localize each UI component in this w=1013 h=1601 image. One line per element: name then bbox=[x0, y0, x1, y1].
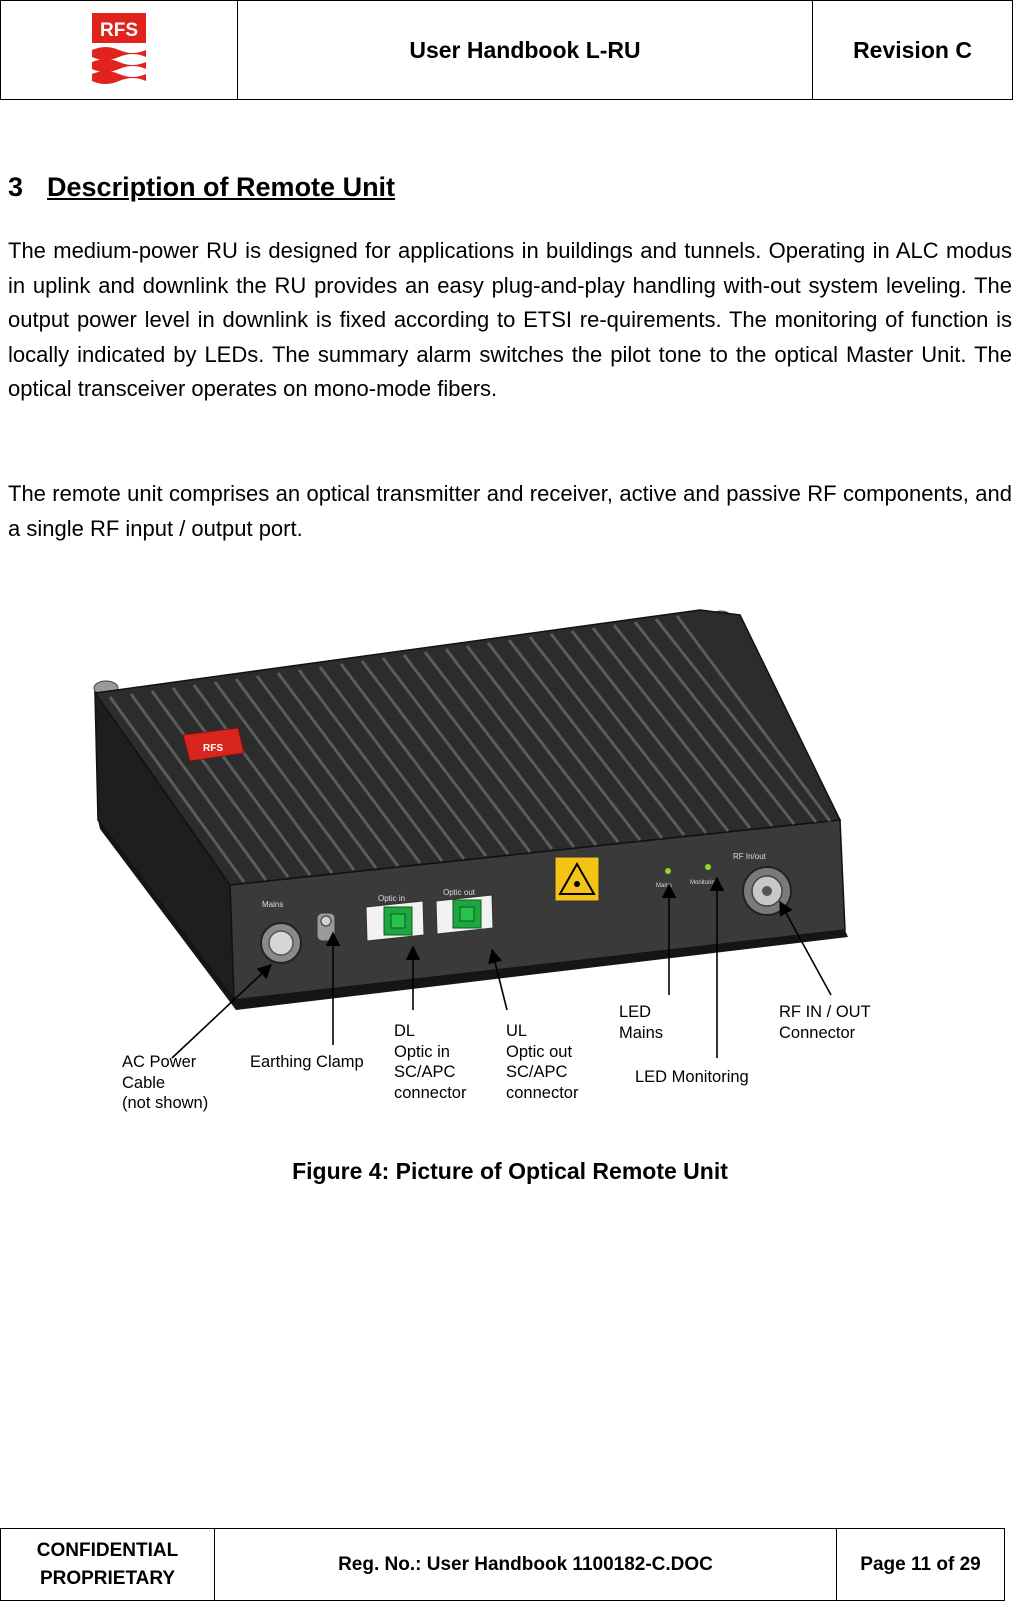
panel-label-optic-out: Optic out bbox=[443, 888, 476, 897]
logo-cell bbox=[1, 1, 238, 99]
registration-number: Reg. No.: User Handbook 1100182-C.DOC bbox=[215, 1529, 837, 1600]
label-led-monitoring: LED Monitoring bbox=[635, 1068, 749, 1086]
page-footer bbox=[0, 1528, 1005, 1601]
laser-warning-sign bbox=[555, 857, 599, 901]
confidential-line-2: PROPRIETARY bbox=[39, 1567, 176, 1589]
document-title: User Handbook L-RU bbox=[238, 1, 813, 99]
confidentiality-notice bbox=[1, 1529, 215, 1600]
optic-in-connector bbox=[366, 901, 424, 941]
panel-label-led-mains: Mains bbox=[656, 883, 673, 889]
label-led-mains: LED Mains bbox=[619, 1003, 664, 1042]
figure-caption: Figure 4: Picture of Optical Remote Unit bbox=[292, 1158, 728, 1184]
panel-label-optic-in: Optic in bbox=[378, 894, 406, 903]
mains-connector bbox=[261, 923, 301, 963]
label-rf-connector: RF IN / OUT Connector bbox=[779, 1003, 871, 1042]
page-number: Page 11 of 29 bbox=[860, 1553, 981, 1575]
paragraph-1: The medium-power RU is designed for applications in buildings and tunnels. Operating in ALC modus in uplink and downlink the RU provides an easy plug-and-play handling with-out system leveling. The output power level in downlink is fixed according to ETSI re-quirements. The monitoring of function is locally indicated by LEDs. The summary alarm switches the pilot tone to the optical Master Unit. The optical transceiver operates on mono-mode fibers. bbox=[8, 238, 1012, 401]
rfs-logo bbox=[89, 10, 149, 90]
device-logo-text: RFS bbox=[203, 743, 223, 754]
label-ul-optic-out: UL Optic out SC/APC connector bbox=[506, 1022, 579, 1102]
revision-label: Revision C bbox=[853, 36, 972, 63]
panel-label-mains: Mains bbox=[262, 900, 284, 909]
optic-out-connector bbox=[436, 895, 493, 934]
panel-label-led-monitoring: Monitoring bbox=[690, 880, 719, 886]
section-number: 3 bbox=[8, 172, 24, 202]
label-earthing-clamp: Earthing Clamp bbox=[250, 1053, 364, 1071]
device-figure bbox=[0, 585, 1013, 1125]
label-ac-power-cable: AC Power Cable (not shown) bbox=[122, 1053, 209, 1112]
paragraph-2: The remote unit comprises an optical transmitter and receiver, active and passive RF components, and a single RF input / output port. bbox=[8, 481, 1012, 541]
section-title: Description of Remote Unit bbox=[47, 172, 396, 202]
label-dl-optic-in: DL Optic in SC/APC connector bbox=[394, 1022, 467, 1102]
panel-label-rf: RF In/out bbox=[733, 852, 766, 861]
logo-text: RFS bbox=[100, 20, 138, 41]
page-header bbox=[0, 0, 1013, 100]
confidential-line-1: CONFIDENTIAL bbox=[36, 1539, 179, 1561]
section-heading bbox=[8, 172, 395, 203]
